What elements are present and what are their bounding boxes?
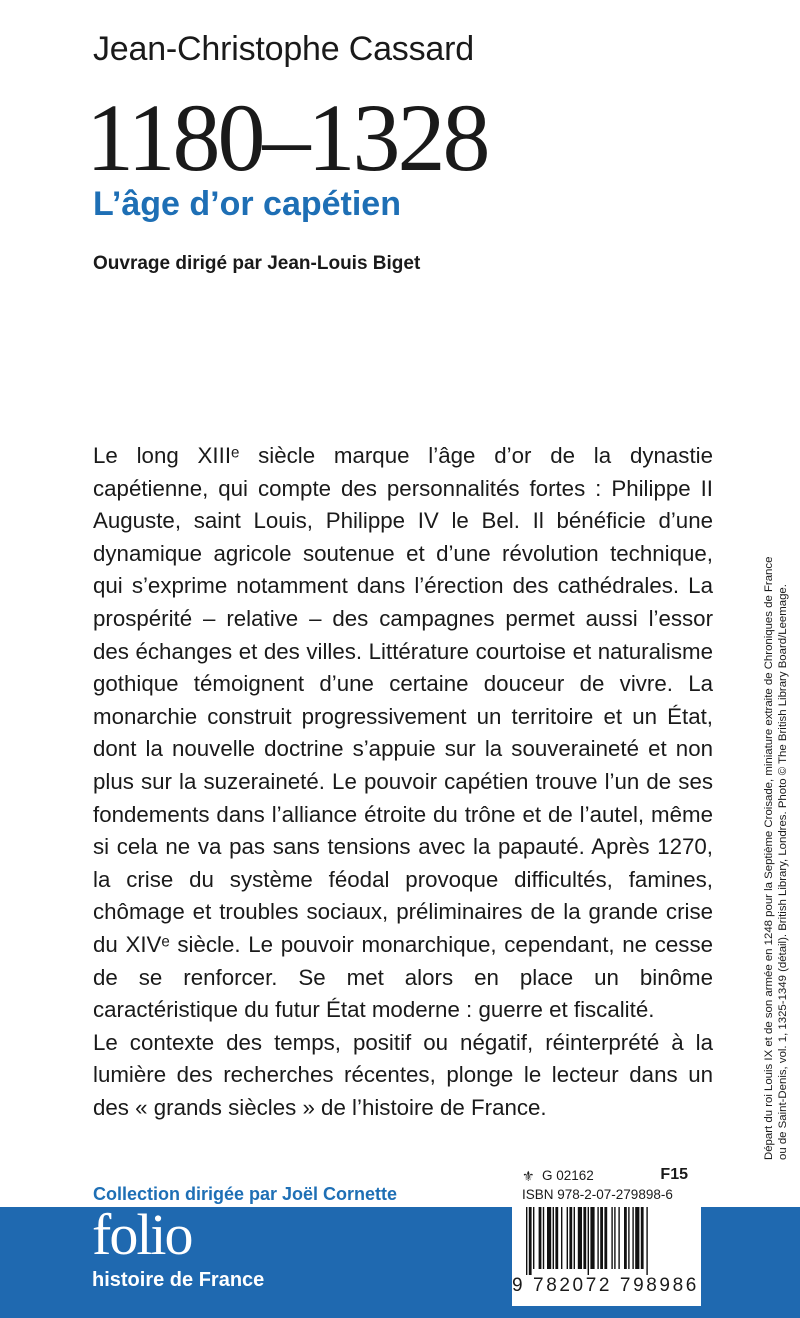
author-name: Jean-Christophe Cassard (93, 30, 474, 68)
barcode-bar (611, 1207, 612, 1269)
back-cover-blurb (93, 440, 713, 1124)
barcode-bar (635, 1207, 639, 1269)
image-credit (762, 480, 790, 1160)
series-name: histoire de France (92, 1269, 265, 1291)
barcode-bar (547, 1207, 551, 1269)
barcode-bar (632, 1207, 633, 1269)
barcode-bar (553, 1207, 554, 1269)
collection-director: Collection dirigée par Joël Cornette (93, 1184, 398, 1204)
barcode-bar (618, 1207, 619, 1269)
barcode-bar (543, 1207, 544, 1269)
credit-line: ou de Saint-Denis, vol. 1, 1325-1349 (détail). British Library, Londres. Photo © The British Library Board/Leemage. (777, 584, 789, 1160)
book-dates-title: 1180–1328 (86, 84, 488, 191)
barcode-bar (604, 1207, 607, 1269)
barcode-bar (628, 1207, 629, 1269)
barcode-bar (646, 1207, 647, 1275)
barcode-bar (529, 1207, 532, 1275)
barcode-bar (641, 1207, 644, 1269)
barcode-bar (555, 1207, 558, 1269)
barcode-bar (597, 1207, 598, 1269)
gallimard-icon: ⚜ (522, 1168, 535, 1184)
barcode-bar (624, 1207, 627, 1269)
director-line: Ouvrage dirigé par Jean-Louis Biget (93, 253, 421, 274)
barcode-bar (567, 1207, 568, 1269)
book-subtitle: L’âge d’or capétien (93, 185, 401, 223)
barcode-icon (526, 1207, 688, 1275)
barcode-bar (561, 1207, 562, 1269)
price-code: F15 (660, 1166, 688, 1183)
barcode-bar (526, 1207, 527, 1275)
credit-line: Départ du roi Louis IX et de son armée en 1248 pour la Septième Croisade, miniature extraite de Chroniques de France (763, 556, 775, 1160)
barcode-bar (590, 1207, 594, 1269)
barcode-bar (569, 1207, 572, 1269)
internal-code: G 02162 (542, 1168, 594, 1183)
barcode-bar (614, 1207, 615, 1269)
ean-digits: 9 782072 798986 (512, 1275, 699, 1296)
folio-logo: folio (92, 1202, 192, 1267)
barcode-bar (600, 1207, 603, 1269)
barcode-bar (583, 1207, 586, 1269)
isbn: ISBN 978-2-07-279898-6 (522, 1187, 673, 1202)
blurb-paragraph: Le long XIIIᵉ siècle marque l’âge d’or de la dynastie capétienne, qui compte des personnalités fortes : Philippe II Auguste, saint Louis, Philippe IV le Bel. Il bénéficie d’une dynamique agricole soutenue et d’une révolution technique, qui s’exprime notamment dans l’érection des cathédrales. La prospérité – relative – des campagnes permet aussi l’essor des échanges et des villes. Littérature courtoise et naturalisme gothique témoignent d’une certaine douceur de vivre. La monarchie construit progressivement un territoire et un État, dont la nouvelle doctrine s’appuie sur la souveraineté et non plus sur la suzeraineté. Le pouvoir capétien trouve l’un de ses fondements dans l’alliance étroite du trône et de l’autel, même si cela ne va pas sans tensions avec la papauté. Après 1270, la crise du système féodal provoque difficultés, famines, chômage et troubles sociaux, préliminaires de la grande crise du XIVᵉ siècle. Le pouvoir monarchique, cependant, ne cesse de se renforcer. Se met alors en place un binôme caractéristique du futur État moderne : guerre et fiscalité. (93, 443, 713, 1023)
barcode-bar (533, 1207, 534, 1269)
barcode-bar (588, 1207, 589, 1275)
barcode-box (512, 1163, 701, 1306)
barcode-bar (539, 1207, 542, 1269)
blurb-paragraph: Le contexte des temps, positif ou négatif, réinterprété à la lumière des recherches récentes, plonge le lecteur dans un des « grands siècles » de l’histoire de France. (93, 1029, 713, 1120)
barcode-bar (574, 1207, 575, 1269)
barcode-bar (578, 1207, 582, 1269)
